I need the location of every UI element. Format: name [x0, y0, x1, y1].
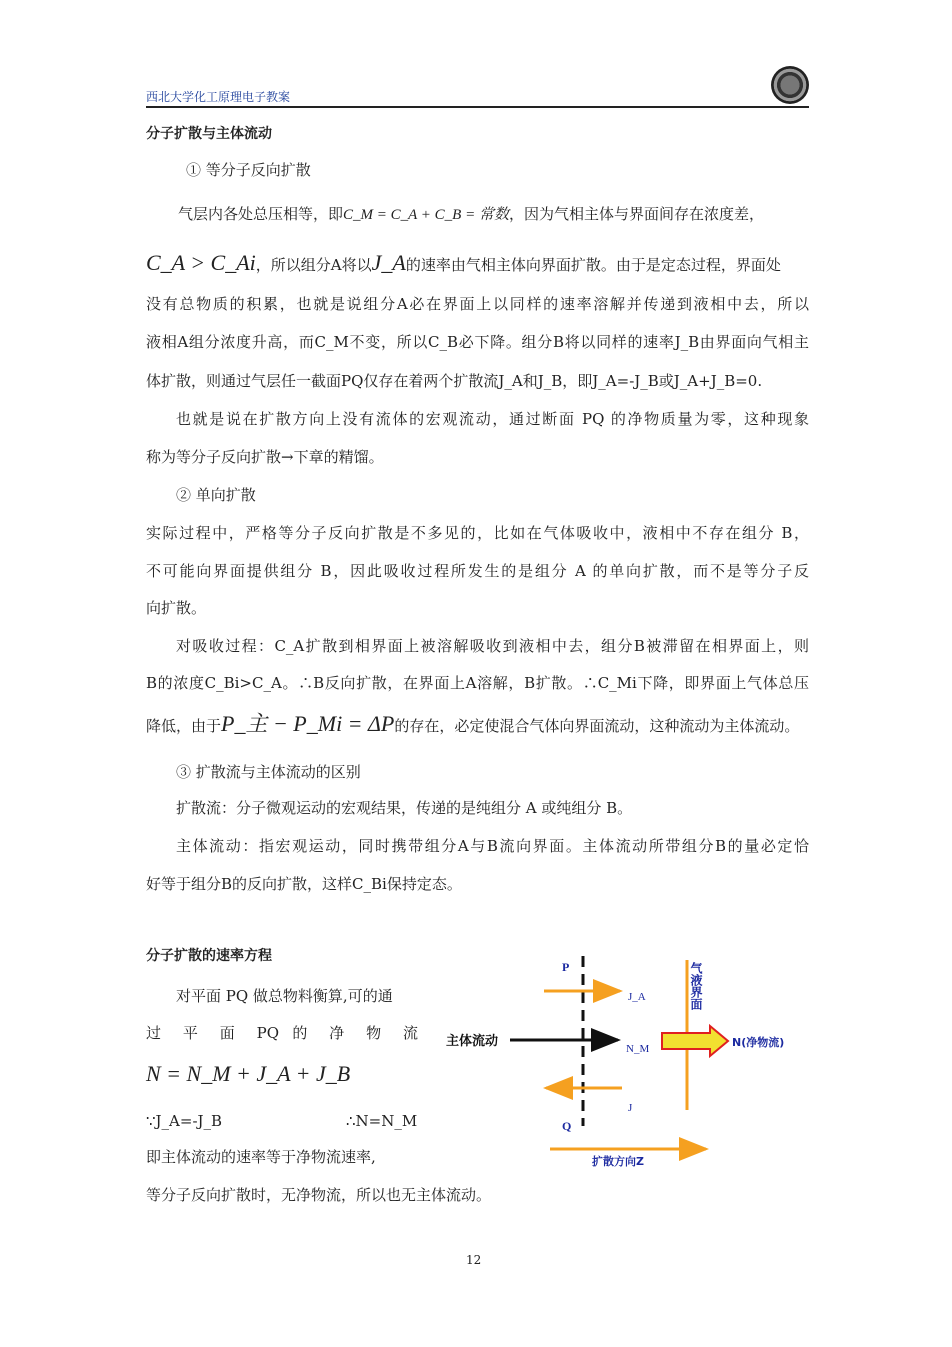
item-heading: ③ 扩散流与主体流动的区别 [176, 763, 361, 781]
paragraph-line: 降低，由于P_主 − P_Mi = ΔP的存在，必定使混合气体向界面流动，这种流动为主体流动。 [146, 711, 800, 736]
equation: N = N_M + J_A + J_B [146, 1061, 351, 1086]
equation: J_A [371, 250, 406, 275]
header-title: 西北大学化工原理电子教案 [146, 90, 291, 104]
paragraph-line: ∵J_A=-J_B [146, 1112, 223, 1130]
label-q: Q [562, 1119, 572, 1133]
paragraph-line: B的浓度C_Bi>C_A。∴B反向扩散，在界面上A溶解，B扩散。∴C_Mi下降，即界面上气体总压 [146, 674, 809, 692]
header-divider [146, 106, 809, 108]
label-nm: N_M [626, 1043, 650, 1055]
paragraph-line: 也就是说在扩散方向上没有流体的宏观流动，通过断面 PQ 的净物质量为零，这种现象 [176, 410, 809, 428]
paragraph-line: ∴N=N_M [346, 1112, 418, 1130]
paragraph-line: 对吸收过程：C_A扩散到相界面上被溶解吸收到液相中去，组分B被滞留在相界面上，则 [176, 637, 809, 655]
paragraph-line: 等分子反向扩散时，无净物流，所以也无主体流动。 [146, 1186, 492, 1204]
paragraph-line: 即主体流动的速率等于净物流速率, [146, 1148, 376, 1166]
equation: P_主 − P_Mi = ΔP [221, 711, 395, 736]
paragraph-line: 气层内各处总压相等，即C_M = C_A + C_B = 常数，因为气相主体与界面间存在浓度差， [178, 205, 764, 223]
paragraph-line: 液相A组分浓度升高，而C_M不变，所以C_B必下降。组分B将以同样的速率J_B由界面向气相主 [146, 333, 809, 351]
paragraph-line: 体扩散，则通过气层任一截面PQ仅存在着两个扩散流J_A和J_B，即J_A=-J_B或J_A+J_B=0. [146, 372, 763, 390]
item-heading: ① 等分子反向扩散 [186, 161, 311, 179]
paragraph-line: 向扩散。 [146, 599, 207, 617]
net-flow-arrow [662, 1026, 728, 1056]
paragraph-line: 没有总物质的积累，也就是说组分A必在界面上以同样的速率溶解并传递到液相中去，所以 [146, 295, 809, 313]
label-p: P [562, 960, 570, 974]
label-interface: 气液界面 [689, 962, 703, 1010]
equation: C_M = C_A + C_B = 常数 [343, 207, 509, 223]
paragraph-line: C_A > C_Ai，所以组分A将以J_A的速率由气相主体向界面扩散。由于是定态过程，界面处 [146, 250, 781, 275]
item-heading: ② 单向扩散 [176, 486, 256, 504]
section-title: 分子扩散的速率方程 [146, 948, 272, 964]
paragraph-line: 对平面 PQ 做总物料衡算,可的通 [176, 987, 393, 1005]
paragraph-line: 好等于组分B的反向扩散，这样C_Bi保持定态。 [146, 875, 462, 893]
diffusion-diagram [430, 948, 820, 1170]
paragraph-line: 过 平 面 PQ 的 净 物 流 [146, 1024, 418, 1042]
paragraph-line: 主体流动：指宏观运动，同时携带组分A与B流向界面。主体流动所带组分B的量必定恰 [176, 837, 809, 855]
university-seal-icon [771, 66, 809, 104]
label-j: J [628, 1102, 633, 1114]
label-bulk-flow: 主体流动 [446, 1034, 499, 1049]
paragraph-line: 实际过程中，严格等分子反向扩散是不多见的，比如在气体吸收中，液相中不存在组分 B， [146, 524, 809, 542]
paragraph-line: 扩散流：分子微观运动的宏观结果，传递的是纯组分 A 或纯组分 B。 [176, 799, 633, 817]
paragraph-line: 称为等分子反向扩散→下章的精馏。 [146, 448, 384, 466]
paragraph-line: 不可能向界面提供组分 B，因此吸收过程所发生的是组分 A 的单向扩散，而不是等分子反 [146, 562, 809, 580]
section-title: 分子扩散与主体流动 [146, 126, 272, 142]
label-net-flow: N(净物流) [732, 1036, 785, 1049]
equation: C_A > C_Ai [146, 250, 256, 275]
label-ja: J_A [628, 991, 646, 1003]
page-number: 12 [466, 1253, 482, 1267]
label-direction: 扩散方向Z [592, 1155, 644, 1168]
